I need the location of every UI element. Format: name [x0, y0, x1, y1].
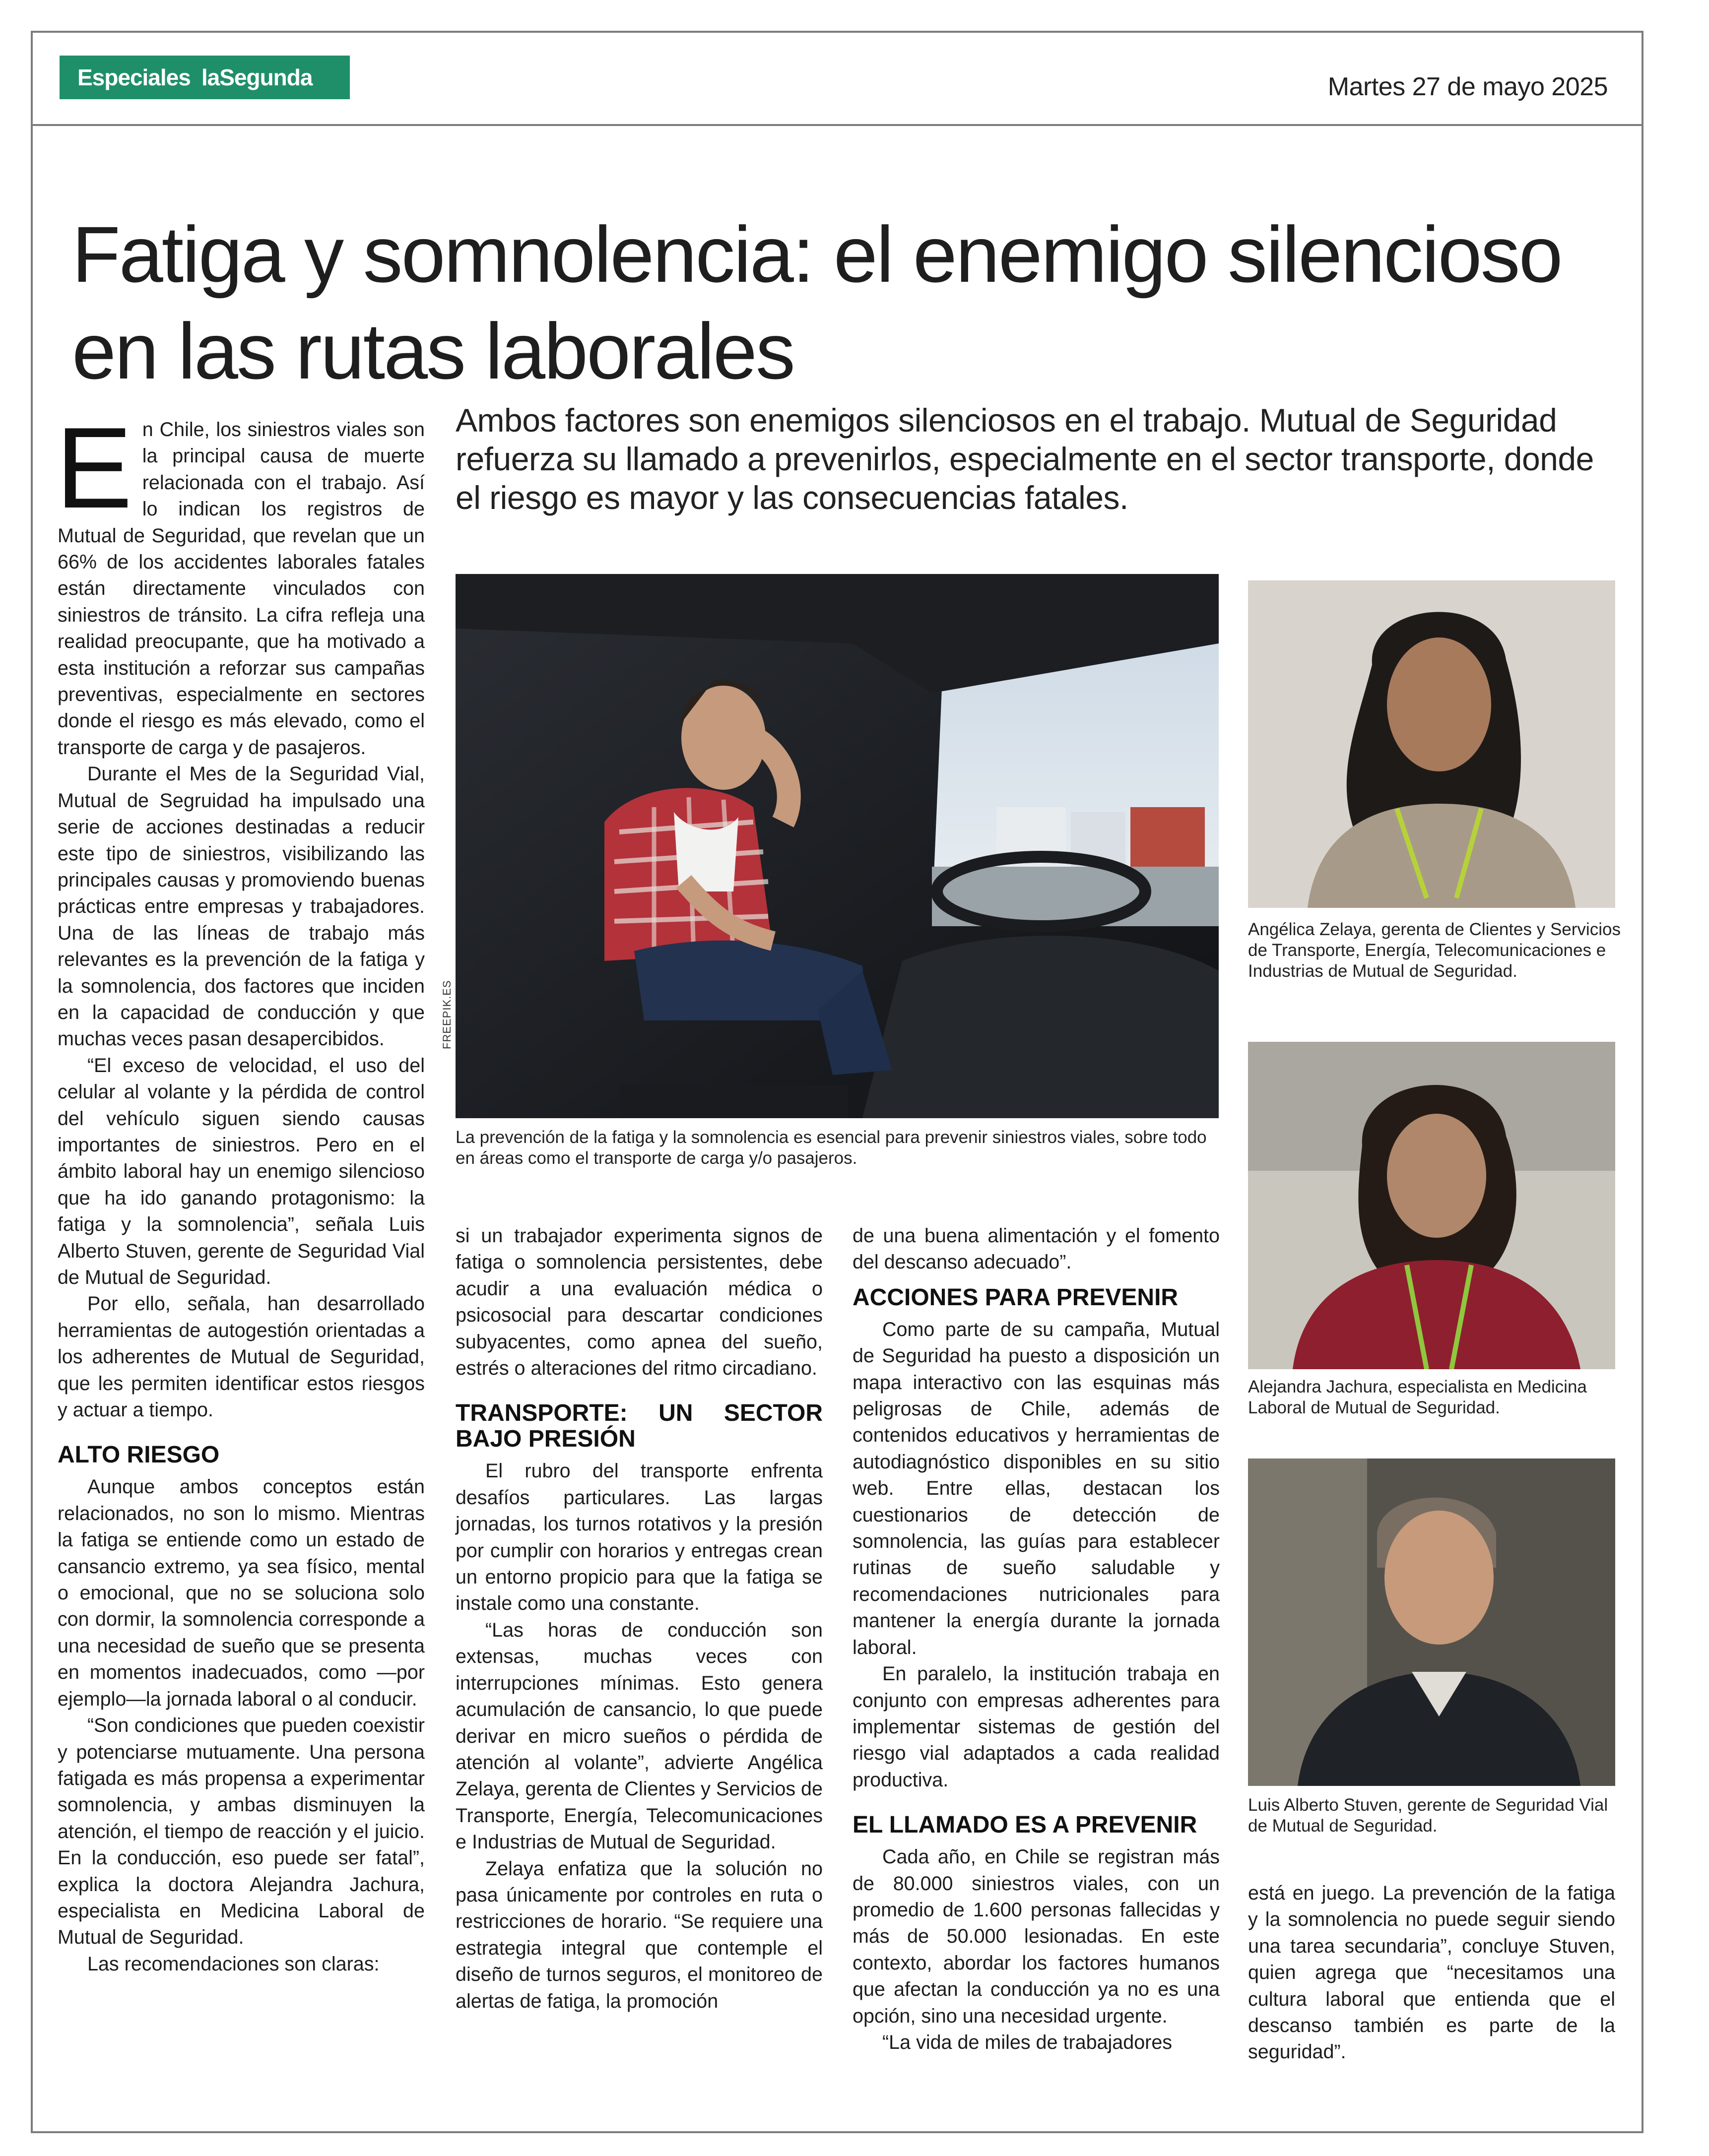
paragraph: Por ello, señala, han desarrollado herramientas de autogestión orientadas a los adherentes de Mutual de Seguridad, que les permiten identificar estos riesgos y actuar a tiempo. — [58, 1293, 425, 1421]
column-1 — [56, 404, 425, 1977]
paragraph: de una buena alimentación y el fomento del descanso adecuado”. — [853, 1225, 1220, 1273]
column-3 — [853, 1223, 1220, 2056]
subhead-llamado: EL LLAMADO ES A PREVENIR — [853, 1812, 1197, 1839]
paragraph: “El exceso de velocidad, el uso del celular al volante y la pérdida de control del vehículo siguen siendo causas importantes de siniestros. Pero en el ámbito laboral hay un enemigo silencioso que ha ido ganando protagonismo: la fatiga y la somnolencia”, señala Luis Alberto Stuven, gerente de Seguridad Vial de Mutual de Seguridad. — [58, 1054, 425, 1288]
paragraph: Aunque ambos conceptos están relacionados, no son lo mismo. Mientras la fatiga se entiende como un estado de cansancio extremo, ya sea físico, mental o emocional, que no se soluciona solo con dormir, la somnolencia corresponde a una necesidad de sueño que se presenta en momentos inadecuados, como —por ejemplo—la jornada laboral o al conducir. — [58, 1476, 425, 1710]
issue-date: Martes 27 de mayo 2025 — [1327, 72, 1608, 101]
subhead-transporte: TRANSPORTE: UN SECTOR BAJO PRESIÓN — [456, 1400, 823, 1453]
section-label: Especiales — [77, 64, 191, 90]
paragraph: En paralelo, la institución trabaja en conjunto con empresas adherentes para implementar sistemas de gestión del riesgo vial adaptados a cada realidad productiva. — [853, 1663, 1220, 1791]
section-badge — [60, 56, 350, 99]
subhead-alto-riesgo: ALTO RIESGO — [58, 1442, 220, 1468]
brand-logo: laSegunda — [201, 64, 313, 90]
column-2 — [456, 1223, 823, 2015]
portrait-alejandra-jachura — [1248, 1042, 1615, 1369]
headline: Fatiga y somnolencia: el enemigo silencioso en las rutas laborales — [72, 210, 1562, 395]
photo-credit: FREEPIK.ES — [441, 980, 453, 1049]
paragraph: Zelaya enfatiza que la solución no pasa únicamente por controles en ruta o restricciones de horario. “Se requiere una estrategia integral que contemple el diseño de turnos seguros, el monitoreo de alertas de fatiga, la promoción — [456, 1857, 823, 2012]
paragraph: “La vida de miles de trabajadores — [882, 2031, 1173, 2053]
header-rule — [31, 124, 1643, 126]
subhead-acciones: ACCIONES PARA PREVENIR — [853, 1284, 1179, 1311]
portrait-3-caption: Luis Alberto Stuven, gerente de Seguridad Vial de Mutual de Seguridad. — [1248, 1795, 1608, 1836]
paragraph: Como parte de su campaña, Mutual de Seguridad ha puesto a disposición un mapa interactivo con las esquinas más peligrosas de Chile, además de contenidos educativos y herramientas de autodiagnóstico disponibles en su sitio web. Entre ellas, destacan los cuestionarios de detección de somnolencia, las guías para establecer rutinas de sueño saludable y recomendaciones nutricionales para mantener la energía durante la jornada laboral. — [853, 1318, 1220, 1658]
paragraph: está en juego. La prevención de la fatiga y la somnolencia no puede seguir siendo una tarea secundaria”, concluye Stuven, quien agrega que “necesitamos una cultura laboral que entienda que el descanso también es parte de la seguridad”. — [1248, 1882, 1615, 2063]
portrait-luis-alberto-stuven — [1248, 1458, 1615, 1786]
column-4 — [1248, 1880, 1615, 2066]
paragraph: n Chile, los siniestros viales son la principal causa de muerte relacionada con el trabajo. Así lo indican los registros de Mutual de Seguridad, que revelan que un 66% de los accidentes laborales fatales están directamente vinculados con siniestros de tránsito. La cifra refleja una realidad preocupante, que ha motivado a esta institución a reforzar sus campañas preventivas, especialmente en sectores donde el riesgo es más elevado, como el transporte de carga y de pasajeros. — [58, 419, 425, 759]
paragraph: Cada año, en Chile se registran más de 80.000 siniestros viales, con un promedio de 1.600 personas fallecidas y más de 50.000 lesionadas. En este contexto, abordar los factores humanos que afectan la conducción ya no es una opción, sino una necesidad urgente. — [853, 1846, 1220, 2027]
drop-cap: E — [56, 404, 132, 532]
portrait-angelica-zelaya — [1248, 580, 1615, 908]
main-photo-caption: La prevención de la fatiga y la somnolencia es esencial para prevenir siniestros viales, sobre todo en áreas como el transporte de carga y/o pasajeros. — [456, 1128, 1207, 1168]
deck: Ambos factores son enemigos silenciosos en el trabajo. Mutual de Seguridad refuerza su llamado a prevenirlos, especialmente en el sector transporte, donde el riesgo es mayor y las consecuencias fatales. — [456, 402, 1594, 516]
paragraph: Las recomendaciones son claras: — [87, 1953, 380, 1975]
paragraph: “Las horas de conducción son extensas, muchas veces con interrupciones mínimas. Esto genera acumulación de cansancio, lo que puede derivar en micro sueños o pérdida de atención al volante”, advierte Angélica Zelaya, gerenta de Clientes y Servicios de Transporte, Energía, Telecomunicaciones e Industrias de Mutual de Seguridad. — [456, 1619, 823, 1853]
paragraph: si un trabajador experimenta signos de fatiga o somnolencia persistentes, debe acudir a una evaluación médica o psicosocial para descartar condiciones subyacentes, como apnea del sueño, estrés o alteraciones del ritmo circadiano. — [456, 1225, 823, 1380]
paragraph: El rubro del transporte enfrenta desafíos particulares. Las largas jornadas, los turnos rotativos y la presión por cumplir con horarios y entregas crean un entorno propicio para que la fatiga se instale como una constante. — [456, 1460, 823, 1615]
paragraph: Durante el Mes de la Seguridad Vial, Mutual de Segruidad ha impulsado una serie de acciones destinadas a reducir este tipo de siniestros, visibilizando las principales causas y promoviendo buenas prácticas entre empresas y trabajadores. Una de las líneas de trabajo más relevantes es la prevención de la fatiga y la somnolencia, dos factores que inciden en la capacidad de conducción y que muchas veces pasan desapercibidos. — [58, 763, 425, 1050]
portrait-1-caption: Angélica Zelaya, gerenta de Clientes y Servicios de Transporte, Energía, Telecomunicaciones e Industrias de Mutual de Seguridad. — [1248, 920, 1621, 981]
main-photo-truck-driver — [456, 574, 1219, 1118]
paragraph: “Son condiciones que pueden coexistir y potenciarse mutuamente. Una persona fatigada es más propensa a experimentar somnolencia, y ambas disminuyen la atención, el tiempo de reacción y el juicio. En la conducción, eso puede ser fatal”, explica la doctora Alejandra Jachura, especialista en Medicina Laboral de Mutual de Seguridad. — [58, 1714, 425, 1949]
portrait-2-caption: Alejandra Jachura, especialista en Medicina Laboral de Mutual de Seguridad. — [1248, 1377, 1587, 1417]
